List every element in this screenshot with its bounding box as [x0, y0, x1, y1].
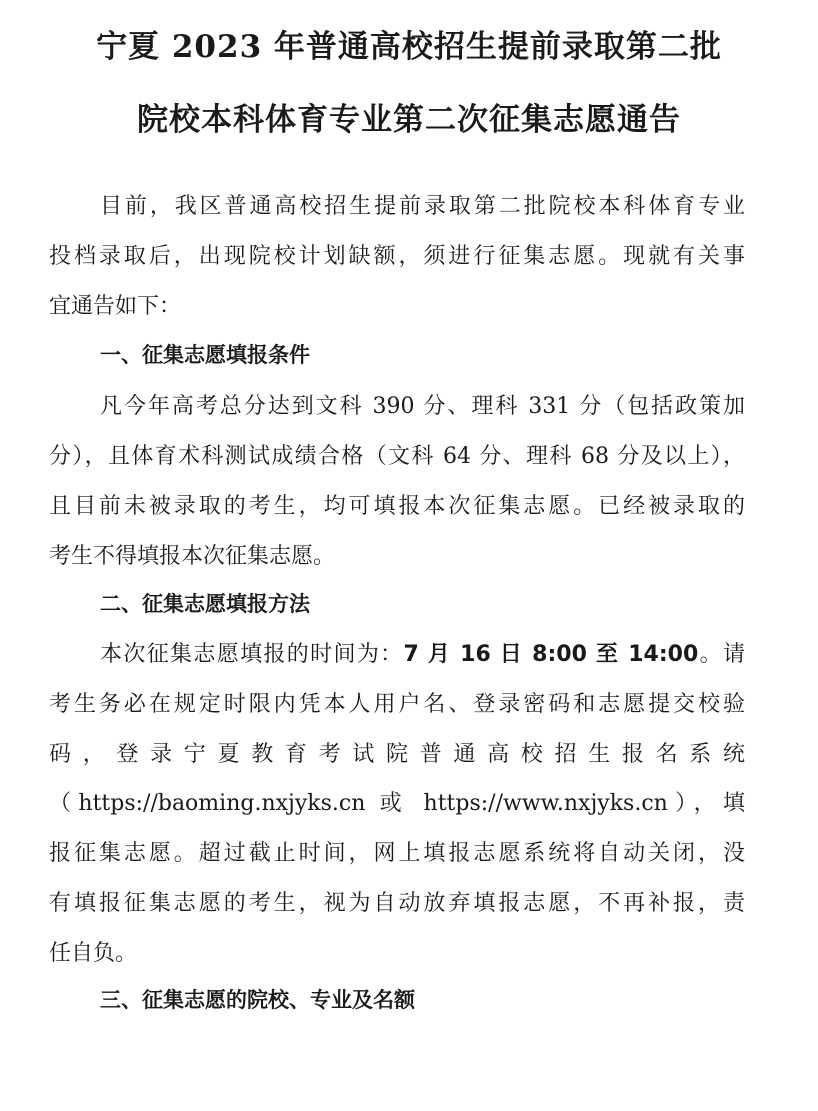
time-prefix: 本次征集志愿填报的时间为： — [100, 642, 404, 667]
section-1-line-3: 且目前未被录取的考生，均可填报本次征集志愿。已经被录取的 — [49, 494, 745, 519]
section-2-line-7: 任自负。 — [49, 941, 138, 966]
time-window: 7 月 16 日 8:00 至 14:00 — [403, 642, 699, 667]
section-2-line-5: 报征集志愿。超过截止时间，网上填报志愿系统将自动关闭，没 — [49, 841, 745, 866]
section-1-line-4: 考生不得填报本次征集志愿。 — [49, 544, 336, 569]
intro-line-1: 目前，我区普通高校招生提前录取第二批院校本科体育专业 — [100, 194, 745, 219]
section-1-line-1: 凡今年高考总分达到文科 390 分、理科 331 分（包括政策加 — [100, 394, 745, 419]
title-line-2: 院校本科体育专业第二次征集志愿通告 — [137, 102, 681, 138]
intro-line-3: 宜通告如下： — [49, 294, 182, 319]
section-2-line-2: 考生务必在规定时限内凭本人用户名、登录密码和志愿提交校验 — [49, 692, 745, 717]
section-2-line-1 — [100, 637, 745, 668]
section-1-line-2: 分），且体育术科测试成绩合格（文科 64 分、理科 68 分及以上）， — [49, 444, 745, 469]
title-line-1: 宁夏 2023 年普通高校招生提前录取第二批 — [96, 29, 722, 65]
intro-line-2: 投档录取后，出现院校计划缺额，须进行征集志愿。现就有关事 — [49, 244, 745, 269]
section-2-line-3: 码，登录宁夏教育考试院普通高校招生报名系统 — [49, 742, 745, 767]
section-2-line-4: （https://baoming.nxjyks.cn 或 https://www.nxjyks.cn），填 — [49, 791, 745, 816]
section-3-heading: 三、征集志愿的院校、专业及名额 — [100, 988, 415, 1012]
section-2-line-6: 有填报征集志愿的考生，视为自动放弃填报志愿，不再补报，责 — [49, 891, 745, 916]
section-1-heading: 一、征集志愿填报条件 — [100, 343, 310, 367]
time-suffix: 。请 — [698, 642, 745, 667]
section-2-heading: 二、征集志愿填报方法 — [100, 592, 310, 616]
